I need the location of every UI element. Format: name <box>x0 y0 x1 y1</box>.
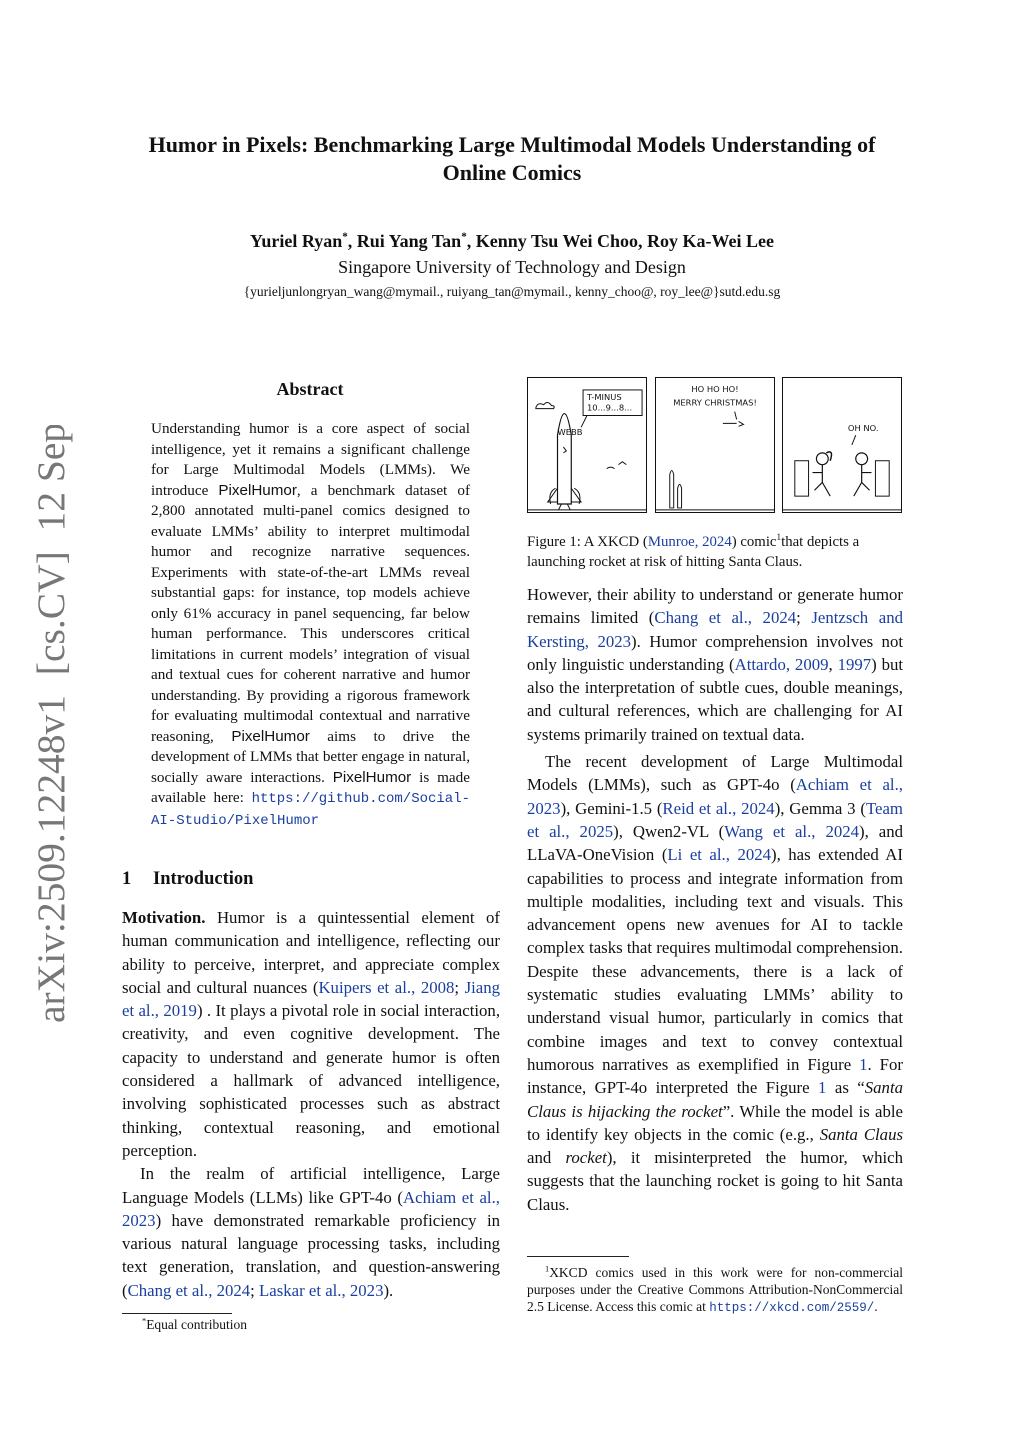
arxiv-identifier-text: arXiv:2509.12248v1 [cs.CV] 12 Sep 2025 <box>29 425 73 1023</box>
citation-link[interactable]: Reid et al., 2024 <box>662 798 775 818</box>
section-number: 1 <box>122 869 132 889</box>
section-heading <box>122 869 253 890</box>
abstract-body: Understanding humor is a core aspect of social intelligence, yet it remains a significant challenge for Large Multimodal Models (LMMs). We introduce PixelHumor, a benchmark dataset of 2,800 annotated multi-panel comics designed to evaluate LMMs’ ability to interpret multimodal humor and recognize narrative sequences. Experiments with state-of-the-art LMMs reveal substantial gaps: for instance, top models achieve only 61% accuracy in panel sequencing, far below human performance. This underscores critical limitations in current models’ integration of visual and textual cues for coherent narrative and humor understanding. By providing a rigorous framework for evaluating multimodal contextual and narrative reasoning, PixelHumor aims to drive the development of LMMs that better engage in natural, socially aware interactions. PixelHumor is made available here: https://github.com/Social-AI-Studio/PixelHumor <box>151 420 470 829</box>
footnote-marker[interactable]: 1 <box>776 532 782 543</box>
comic-panel-3 <box>782 377 902 513</box>
citation-link[interactable]: Chang et al., 2024 <box>127 1280 251 1300</box>
citation-link[interactable]: Munroe, 2024 <box>647 534 732 550</box>
citation-link[interactable]: Attardo, 2009 <box>734 654 829 674</box>
equal-contribution-mark: * <box>461 231 467 243</box>
paragraph: Motivation. Humor is a quintessential element of human communication and intelligence, reflecting our ability to perceive, interpret, and appreciate complex social and cultural nuances (Kuipers et al., 2008; Jiang et al., 2019) . It plays a pivotal role in social interaction, creativity, and even cognitive development. The capacity to understand and generate humor is often considered a hallmark of advanced intelligence, involving sophisticated processes such as abstract thinking, contextual reasoning, and emotional perception. <box>122 908 501 1160</box>
console-icon <box>795 461 809 496</box>
citation-link[interactable]: Achiam et al., 2023 <box>527 775 903 818</box>
citation-link[interactable]: Achiam et al., 2023 <box>122 1187 500 1230</box>
paragraph: The recent development of Large Multimodal Models (LMMs), such as GPT-4o (Achiam et al., 2023), Gemini-1.5 (Reid et al., 2024), Gemma 3 (Team et al., 2025), Qwen2-VL (Wang et al., 2024), and LLaVA-OneVision (Li et al., 2024), has extended AI capabilities to process and integrate information from multiple modalities, including text and visuals. This advancement opens new avenues for AI to tackle complex tasks that requires multimodal comprehension. Despite these advancements, there is a lack of systematic studies evaluating LMMs’ ability to understand visual humor, particularly in comics that combine images and text to convey contextual humorous narratives as exemplified in Figure 1. For instance, GPT-4o interpreted the Figure 1 as “Santa Claus is hijacking the rocket”. While the model is able to identify key objects in the comic (e.g., Santa Claus and rocket), it misinterpreted the humor, which suggests that the launching rocket is going to hit Santa Claus. <box>527 752 903 1214</box>
left-column-text <box>122 906 500 1302</box>
dataset-name: PixelHumor <box>332 768 412 786</box>
paragraph: However, their ability to understand or generate humor remains limited (Chang et al., 2024; Jentzsch and Kersting, 2023). Humor comprehension involves not only linguistic understanding (Attardo, 2009, 1997) but also the interpretation of subtle cues, double meanings, and cultural references, which are challenging for AI systems primarily trained on textual data. <box>527 585 904 744</box>
citation-link[interactable]: Jentzsch and Kersting, 2023 <box>527 608 903 651</box>
author-name: Roy Ka-Wei Lee <box>647 231 774 251</box>
figure-reference-link[interactable]: 1 <box>818 1078 827 1098</box>
character-speech: OH NO. <box>847 423 879 434</box>
arxiv-identifier <box>8 425 78 1025</box>
rocket-icon <box>678 484 682 508</box>
author-name: Kenny Tsu Wei Choo <box>475 231 639 251</box>
footnote-rule <box>527 1256 629 1257</box>
comic-panel-1 <box>527 377 647 513</box>
figure-reference-link[interactable]: 1 <box>859 1054 868 1074</box>
author-name: Rui Yang Tan <box>356 231 462 251</box>
right-column-text <box>527 583 903 1216</box>
bird-icon <box>607 462 627 469</box>
citation-link[interactable]: Wang et al., 2024 <box>724 821 860 841</box>
author-list: Yuriel Ryan*, Rui Yang Tan*, Kenny Tsu Wei Choo, Roy Ka-Wei Lee <box>249 231 774 251</box>
footnote-rule <box>122 1313 232 1314</box>
citation-link[interactable]: Kuipers et al., 2008 <box>318 977 455 997</box>
footnote-equal-contribution: *Equal contribution <box>142 1316 248 1332</box>
xkcd-link[interactable]: https://xkcd.com/2559/ <box>709 1301 875 1315</box>
paper-title: Humor in Pixels: Benchmarking Large Multimodal Models Understanding of Online Comics <box>148 132 876 185</box>
paragraph: In the realm of artificial intelligence, Large Language Models (LLMs) like GPT-4o (Achiam et al., 2023) have demonstrated remarkable proficiency in various natural language processing tasks, including text generation, translation, and question-answering (Chang et al., 2024; Laskar et al., 2023). <box>122 1164 500 1300</box>
citation-link[interactable]: Jiang et al., 2019 <box>122 977 501 1021</box>
equal-contribution-mark: * <box>342 231 348 243</box>
figure-caption: Figure 1: A XKCD (Munroe, 2024) comic$^1$that depicts a launching rocket at risk of hitting Santa Claus. <box>527 532 860 570</box>
dataset-name: PixelHumor <box>218 481 297 499</box>
citation-link[interactable]: Laskar et al., 2023 <box>259 1280 384 1300</box>
person-icon <box>856 453 868 465</box>
citation-link[interactable]: Li et al., 2024 <box>667 845 771 865</box>
comic-figure <box>527 377 903 515</box>
citation-link[interactable]: Chang et al., 2024 <box>654 608 797 628</box>
section-title: Introduction <box>153 869 254 889</box>
citation-link[interactable]: 1997 <box>837 654 872 674</box>
citation-link[interactable]: Team et al., 2025 <box>527 798 903 841</box>
tower-icon <box>670 471 674 508</box>
github-link[interactable]: https://github.com/Social-AI-Studio/PixelHumor <box>151 791 470 829</box>
rocket-label: WEBB <box>557 427 583 438</box>
countdown-text: T-MINUS 10...9...8... <box>587 391 633 413</box>
author-name: Yuriel Ryan <box>249 231 343 251</box>
person-icon <box>816 453 828 465</box>
abstract-heading: Abstract <box>276 379 344 399</box>
paragraph-lead: Motivation. <box>122 908 206 927</box>
santa-speech: HO HO HO! MERRY CHRISTMAS! <box>673 383 757 408</box>
comic-panel-2 <box>655 377 775 513</box>
affiliation: Singapore University of Technology and Design <box>338 257 686 277</box>
cloud-icon <box>536 402 554 408</box>
santa-sleigh-icon <box>723 421 744 426</box>
console-icon <box>875 461 889 496</box>
dataset-name: PixelHumor <box>231 727 310 745</box>
author-emails: {yurieljunlongryan_wang@mymail., ruiyang_tan@mymail., kenny_choo@, roy_lee@}sutd.edu.sg <box>243 284 781 299</box>
footnote-xkcd-license: $^1$XKCD comics used in this work were for non-commercial purposes under the Creative Commons Attribution-NonCommercial 2.5 License. Access this comic at https://xkcd.com/2559/. <box>527 1264 903 1315</box>
